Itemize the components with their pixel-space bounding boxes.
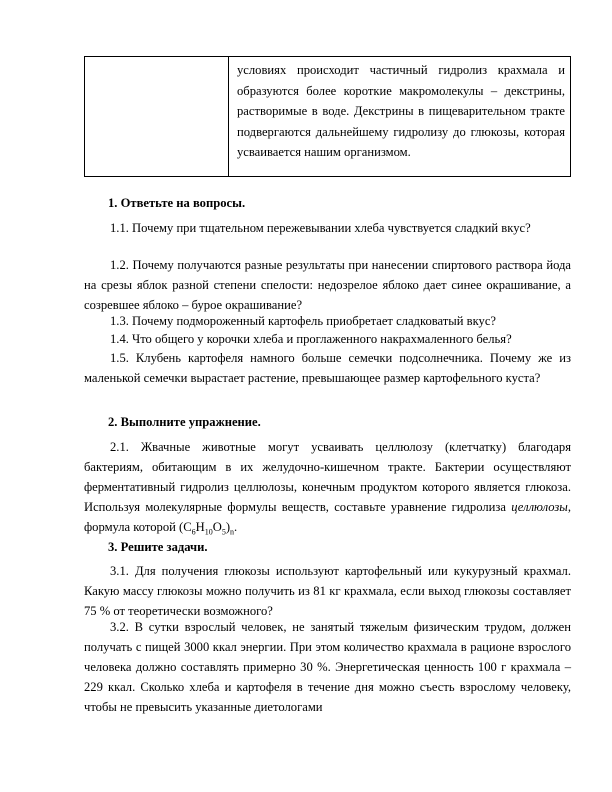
question-1-5: 1.5. Клубень картофеля намного больше семечки подсолнечника. Почему же из маленькой семечки вырастает растение, превышающее размер картофельного куста?: [84, 351, 571, 385]
problem-3-2: 3.2. В сутки взрослый человек, не занятый тяжелым физическим трудом, должен получать с пищей 3000 ккал энергии. При этом количество крахмала в рационе взрослого человека должно составлять примерно 30 %. Энергетическая ценность 100 г крахмала – 229 ккал. Сколько хлеба и картофеля в течение дня можно съесть взрослому человеку, чтобы не превысить указанные диетологами: [84, 620, 571, 714]
formula-h: H: [195, 520, 205, 534]
formula-prefix: , формула которой (C: [84, 500, 571, 534]
table-fragment: [84, 56, 571, 177]
formula-close: ): [225, 520, 231, 534]
formula-o-index: 5: [221, 527, 226, 537]
section1-heading: 1. Ответьте на вопросы.: [108, 196, 246, 210]
question-1-1: 1.1. Почему при тщательном пережевывании хлеба чувствуется сладкий вкус?: [110, 221, 531, 235]
exercise-text: 2.1. Жвачные животные могут усваивать целлюлозу (клетчатку) благодаря бактериям, обитающим в их желудочно-кишечном тракте. Бактерии осуществляют ферментативный гидролиз целлюлозы, конечным продуктом которого является глюкоза. Используя молекулярные формулы веществ, составьте уравнение гидролиза: [84, 440, 571, 514]
section2-heading: 2. Выполните упражнение.: [108, 415, 261, 429]
formula-o: O: [212, 520, 222, 534]
question-1-4: 1.4. Что общего у корочки хлеба и проглаженного накрахмаленного белья?: [110, 332, 512, 346]
table-left-cell: [85, 57, 229, 176]
formula-c-index: 6: [191, 527, 196, 537]
section3-heading: 3. Решите задачи.: [108, 540, 208, 554]
formula-h-index: 10: [204, 527, 213, 537]
italic-term: целлюлозы: [511, 500, 568, 514]
formula-n-index: n: [230, 527, 235, 537]
exercise-2-1: [84, 437, 571, 537]
question-1-3: 1.3. Почему подмороженный картофель приобретает сладковатый вкус?: [110, 314, 496, 328]
question-1-2: 1.2. Почему получаются разные результаты при нанесении спиртового раствора йода на срезы яблок разной степени спелости: недозрелое яблоко дает синее окрашивание, а созревшее яблоко – бурое окрашивание?: [84, 258, 571, 312]
formula-end: .: [234, 520, 238, 534]
problem-3-1: 3.1. Для получения глюкозы используют картофельный или кукурузный крахмал. Какую массу глюкозы можно получить из 81 кг крахмала, если выход глюкозы составляет 75 % от теоретически возможного?: [84, 564, 571, 618]
table-right-cell: условиях происходит частичный гидролиз крахмала и образуются более короткие макромолекулы – декстрины, растворимые в воде. Декстрины в пищеварительном тракте подвергаются дальнейшему гидролизу до глюкозы, которая усваивается нашим организмом.: [237, 63, 565, 159]
